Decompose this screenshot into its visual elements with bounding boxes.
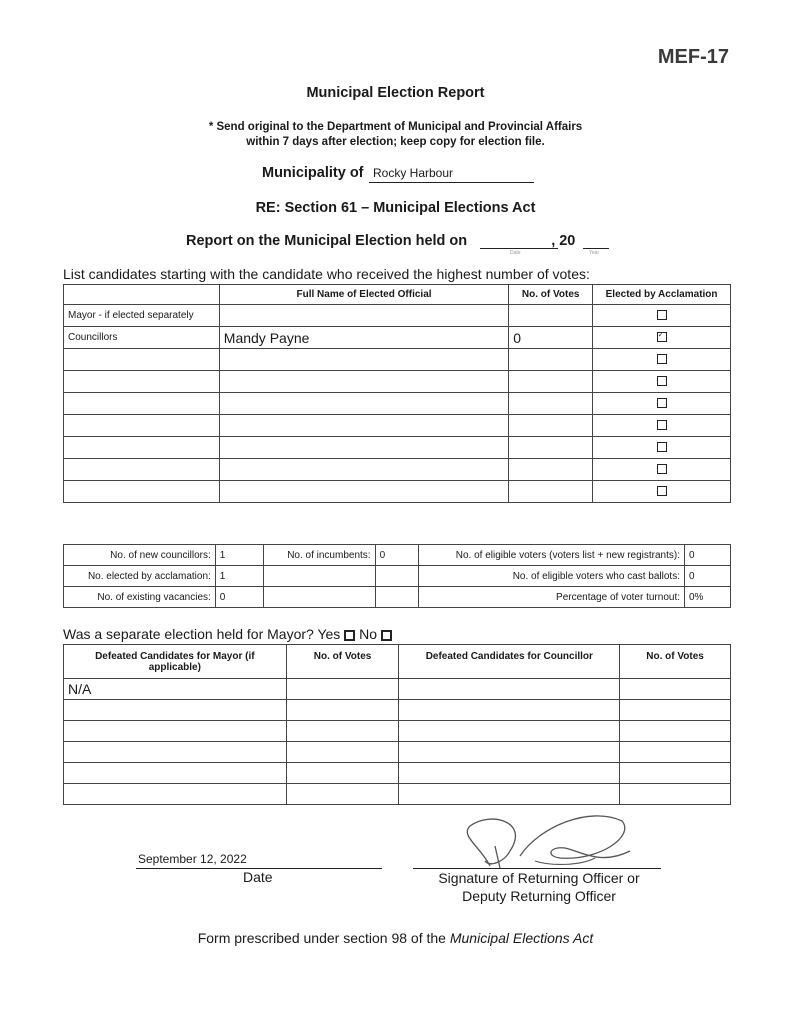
vacancies-label: No. of existing vacancies: bbox=[64, 587, 216, 608]
elected-officials-table bbox=[63, 284, 731, 503]
incumbents-value[interactable]: 0 bbox=[375, 545, 419, 566]
summary-row-1 bbox=[64, 545, 731, 566]
year-hint: Year bbox=[589, 250, 600, 256]
signature-label bbox=[423, 869, 655, 905]
table-row bbox=[64, 721, 731, 742]
turnout-label: Percentage of voter turnout: bbox=[419, 587, 685, 608]
acclamation-checkbox[interactable] bbox=[657, 420, 667, 430]
acclamation-label: No. elected by acclamation: bbox=[64, 566, 216, 587]
defeated-header-row bbox=[64, 645, 731, 679]
summary-row-2 bbox=[64, 566, 731, 587]
table-row bbox=[64, 763, 731, 784]
footer-act-name: Municipal Elections Act bbox=[449, 930, 594, 946]
election-date-field[interactable] bbox=[480, 248, 558, 249]
table-row bbox=[64, 371, 731, 393]
footer-prefix: Form prescribed under section 98 of the bbox=[197, 930, 450, 946]
defeated-candidates-table bbox=[63, 644, 731, 805]
col-header-votes: No. of Votes bbox=[509, 285, 593, 305]
mayor-no-checkbox[interactable] bbox=[381, 630, 392, 641]
col-header-name: Full Name of Elected Official bbox=[219, 285, 508, 305]
footer-note bbox=[0, 930, 791, 946]
mayor-yes-checkbox[interactable] bbox=[344, 630, 355, 641]
municipality-underline bbox=[369, 182, 534, 183]
mayor-name-cell[interactable] bbox=[219, 305, 508, 327]
table-row bbox=[64, 393, 731, 415]
col-header-councillor-votes: No. of Votes bbox=[620, 645, 731, 679]
election-year-field[interactable] bbox=[583, 248, 609, 249]
signature-label-line-2: Deputy Returning Officer bbox=[462, 888, 616, 904]
councillor-votes-cell[interactable]: 0 bbox=[509, 327, 593, 349]
acclamation-checkbox[interactable] bbox=[657, 376, 667, 386]
councillors-label: Councillors bbox=[64, 327, 220, 349]
eligible-voters-value[interactable]: 0 bbox=[685, 545, 731, 566]
table-header-row bbox=[64, 285, 731, 305]
report-label: Report on the Municipal Election held on bbox=[186, 233, 468, 249]
turnout-value[interactable]: 0% bbox=[685, 587, 731, 608]
report-heading bbox=[186, 233, 575, 249]
date-hint: Date bbox=[510, 250, 521, 256]
table-row bbox=[64, 415, 731, 437]
table-row bbox=[64, 784, 731, 805]
mayor-question bbox=[63, 626, 392, 642]
councillor-name-cell[interactable]: Mandy Payne bbox=[219, 327, 508, 349]
cast-ballots-label: No. of eligible voters who cast ballots: bbox=[419, 566, 685, 587]
new-councillors-value[interactable]: 1 bbox=[215, 545, 263, 566]
mayor-label: Mayor - if elected separately bbox=[64, 305, 220, 327]
table-row bbox=[64, 437, 731, 459]
table-row bbox=[64, 481, 731, 503]
table-row bbox=[64, 349, 731, 371]
summary-table bbox=[63, 544, 731, 608]
municipality-field[interactable]: Rocky Harbour bbox=[373, 166, 454, 180]
col-header-defeated-mayor: Defeated Candidates for Mayor (if applicable) bbox=[64, 645, 287, 679]
acclamation-value[interactable]: 1 bbox=[215, 566, 263, 587]
acclamation-checkbox[interactable] bbox=[657, 464, 667, 474]
acclamation-checkbox[interactable] bbox=[657, 310, 667, 320]
submission-note bbox=[0, 120, 791, 150]
signature-label-line-1: Signature of Returning Officer or bbox=[438, 870, 640, 886]
re-line: RE: Section 61 – Municipal Elections Act bbox=[255, 200, 536, 216]
note-line-1: * Send original to the Department of Municipal and Provincial Affairs bbox=[208, 121, 583, 133]
table-row-councillor bbox=[64, 327, 731, 349]
form-code: MEF-17 bbox=[657, 46, 729, 68]
municipality-label: Municipality of bbox=[262, 165, 364, 181]
incumbents-label: No. of incumbents: bbox=[263, 545, 375, 566]
table-row-mayor bbox=[64, 305, 731, 327]
list-instruction: List candidates starting with the candidate who received the highest number of votes: bbox=[63, 266, 590, 282]
date-field[interactable]: September 12, 2022 bbox=[138, 852, 247, 866]
defeated-mayor-cell[interactable]: N/A bbox=[64, 679, 287, 700]
mayor-no-label: No bbox=[359, 626, 377, 642]
summary-row-3 bbox=[64, 587, 731, 608]
signature-image bbox=[450, 806, 650, 876]
mayor-votes-cell[interactable] bbox=[509, 305, 593, 327]
col-header-acclamation: Elected by Acclamation bbox=[593, 285, 731, 305]
date-label: Date bbox=[243, 869, 273, 885]
col-header-defeated-councillor: Defeated Candidates for Councillor bbox=[399, 645, 620, 679]
mayor-question-text: Was a separate election held for Mayor? Yes bbox=[63, 626, 341, 642]
table-row bbox=[64, 700, 731, 721]
vacancies-value[interactable]: 0 bbox=[215, 587, 263, 608]
cast-ballots-value[interactable]: 0 bbox=[685, 566, 731, 587]
acclamation-checkbox[interactable] bbox=[657, 442, 667, 452]
acclamation-checkbox[interactable] bbox=[657, 486, 667, 496]
table-row bbox=[64, 679, 731, 700]
col-header-role bbox=[64, 285, 220, 305]
table-row bbox=[64, 742, 731, 763]
acclamation-checkbox[interactable] bbox=[657, 354, 667, 364]
acclamation-checkbox[interactable] bbox=[657, 398, 667, 408]
year-prefix: , 20 bbox=[551, 233, 576, 249]
eligible-voters-label: No. of eligible voters (voters list + new registrants): bbox=[419, 545, 685, 566]
acclamation-checkbox-checked[interactable] bbox=[657, 332, 667, 342]
note-line-2: within 7 days after election; keep copy for election file. bbox=[246, 136, 545, 148]
table-row bbox=[64, 459, 731, 481]
report-title: Municipal Election Report bbox=[306, 85, 485, 101]
col-header-mayor-votes: No. of Votes bbox=[286, 645, 399, 679]
new-councillors-label: No. of new councillors: bbox=[64, 545, 216, 566]
